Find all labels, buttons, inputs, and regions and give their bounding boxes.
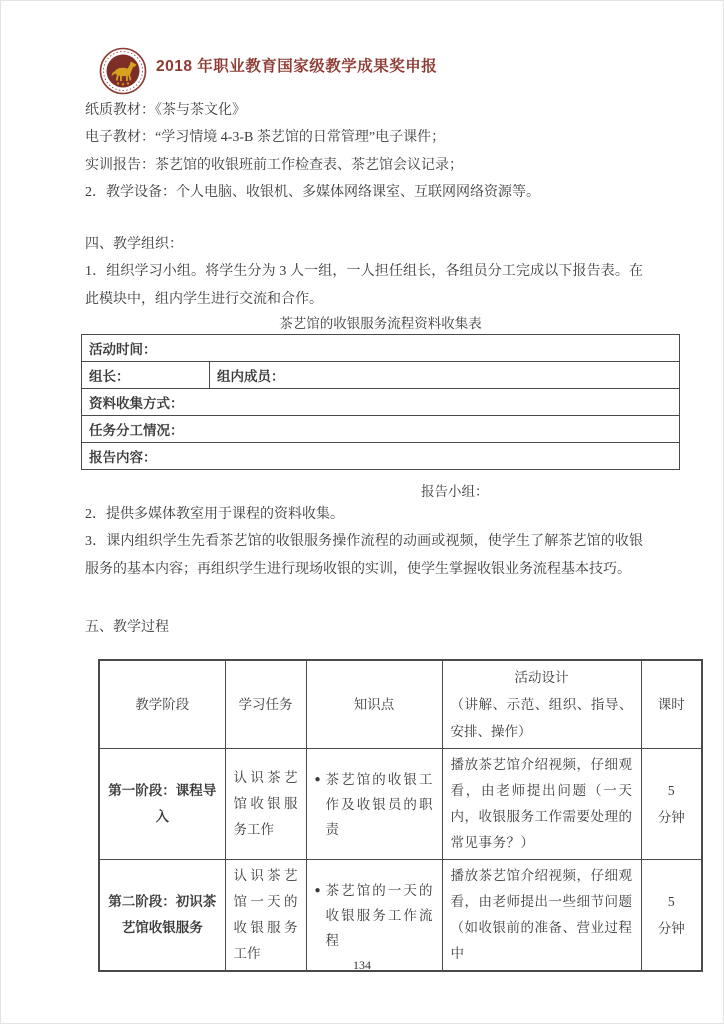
header-knowledge: 知识点 (306, 660, 442, 749)
section4-heading: 四、教学组织： (85, 237, 183, 252)
note-multimedia-room: 2．提供多媒体教室用于课程的资料收集。 (85, 507, 344, 522)
task-cell: 认识茶艺馆一天的收银服务工作 (225, 860, 306, 972)
knowledge-cell (306, 749, 442, 860)
section4-paragraph: 1．组织学习小组。将学生分为 3 人一组，一人担任组长，各组员分工完成以下报告表。在此模块中，组内学生进行交流和合作。 (85, 264, 643, 307)
activity-time-cell: 活动时间： (82, 335, 680, 362)
hours-value: 5 (667, 894, 675, 909)
knowledge-text: 茶艺馆的收银工作及收银员的职责 (325, 771, 434, 837)
intro-line-equipment: 2．教学设备：个人电脑、收银机、多媒体网络课室、互联网网络资源等。 (85, 185, 540, 201)
header-hours: 课时 (641, 660, 702, 749)
activity-cell: 播放茶艺馆介绍视频，仔细观看，由老师提出一些细节问题（如收银前的准备、营业过程中 (442, 860, 641, 972)
table-row (82, 335, 680, 362)
leader-cell: 组长： (82, 362, 210, 389)
hours-cell (641, 749, 702, 860)
intro-line-digital-material: 电子教材：“学习情境 4-3-B 茶艺馆的日常管理”电子课件； (85, 130, 446, 146)
hours-value: 5 (667, 783, 675, 798)
teaching-materials-block (85, 97, 643, 207)
knowledge-text: 茶艺馆的一天的收银服务工作流程 (325, 882, 434, 948)
table-row (82, 389, 680, 416)
header-activity-design (442, 660, 641, 749)
stage-cell: 第一阶段：课程导入 (99, 749, 225, 860)
report-group-label: 报告小组： (421, 484, 489, 499)
header-stage: 教学阶段 (99, 660, 225, 749)
table-row (99, 860, 702, 972)
intro-line-training-report: 实训报告：茶艺馆的收银班前工作检查表、茶艺馆会议记录； (85, 157, 463, 173)
document-title: 2018 年职业教育国家级教学成果奖申报 (156, 58, 438, 75)
header-activity-note: （讲解、示范、组织、指导、安排、操作） (450, 697, 633, 739)
hours-cell (641, 860, 702, 972)
table1-title: 茶艺馆的收银服务流程资料收集表 (279, 316, 482, 331)
hours-unit: 分钟 (657, 810, 685, 825)
task-division-cell: 任务分工情况： (82, 416, 680, 443)
members-cell: 组内成员： (210, 362, 680, 389)
section5-heading: 五、教学过程 (85, 620, 169, 635)
table-row (82, 443, 680, 470)
section-teaching-process (85, 614, 643, 641)
table-row (82, 416, 680, 443)
collection-method-cell: 资料收集方式： (82, 389, 680, 416)
note-class-activity: 3．课内组织学生先看茶艺馆的收银服务操作流程的动画或视频，使学生了解茶艺馆的收银服务的基本内容；再组织学生进行现场收银的实训，使学生掌握收银业务流程基本技巧。 (85, 534, 643, 577)
bullet-icon: ● (314, 773, 321, 785)
resource-collection-table (81, 334, 680, 470)
table-row (82, 362, 680, 389)
page-number: 134 (353, 958, 371, 972)
horse-seal-icon (99, 46, 147, 96)
bullet-icon: ● (314, 884, 321, 896)
section-teaching-organization (85, 231, 643, 313)
header-activity-title: 活动设计 (514, 670, 569, 685)
organization-notes-block (85, 501, 643, 583)
table-header-row (99, 660, 702, 749)
report-content-cell: 报告内容： (82, 443, 680, 470)
activity-cell: 播放茶艺馆介绍视频，仔细观看，由老师提出问题（一天内，收银服务工作需要处理的常见事务？） (442, 749, 641, 860)
teaching-process-table (98, 659, 703, 972)
intro-line-paper-material: 纸质教材：《茶与茶文化》 (85, 103, 246, 118)
stage-cell: 第二阶段：初识茶艺馆收银服务 (99, 860, 225, 972)
table-row (99, 749, 702, 860)
knowledge-cell (306, 860, 442, 972)
task-cell: 认识茶艺馆收银服务工作 (225, 749, 306, 860)
hours-unit: 分钟 (657, 921, 685, 936)
header-task: 学习任务 (225, 660, 306, 749)
